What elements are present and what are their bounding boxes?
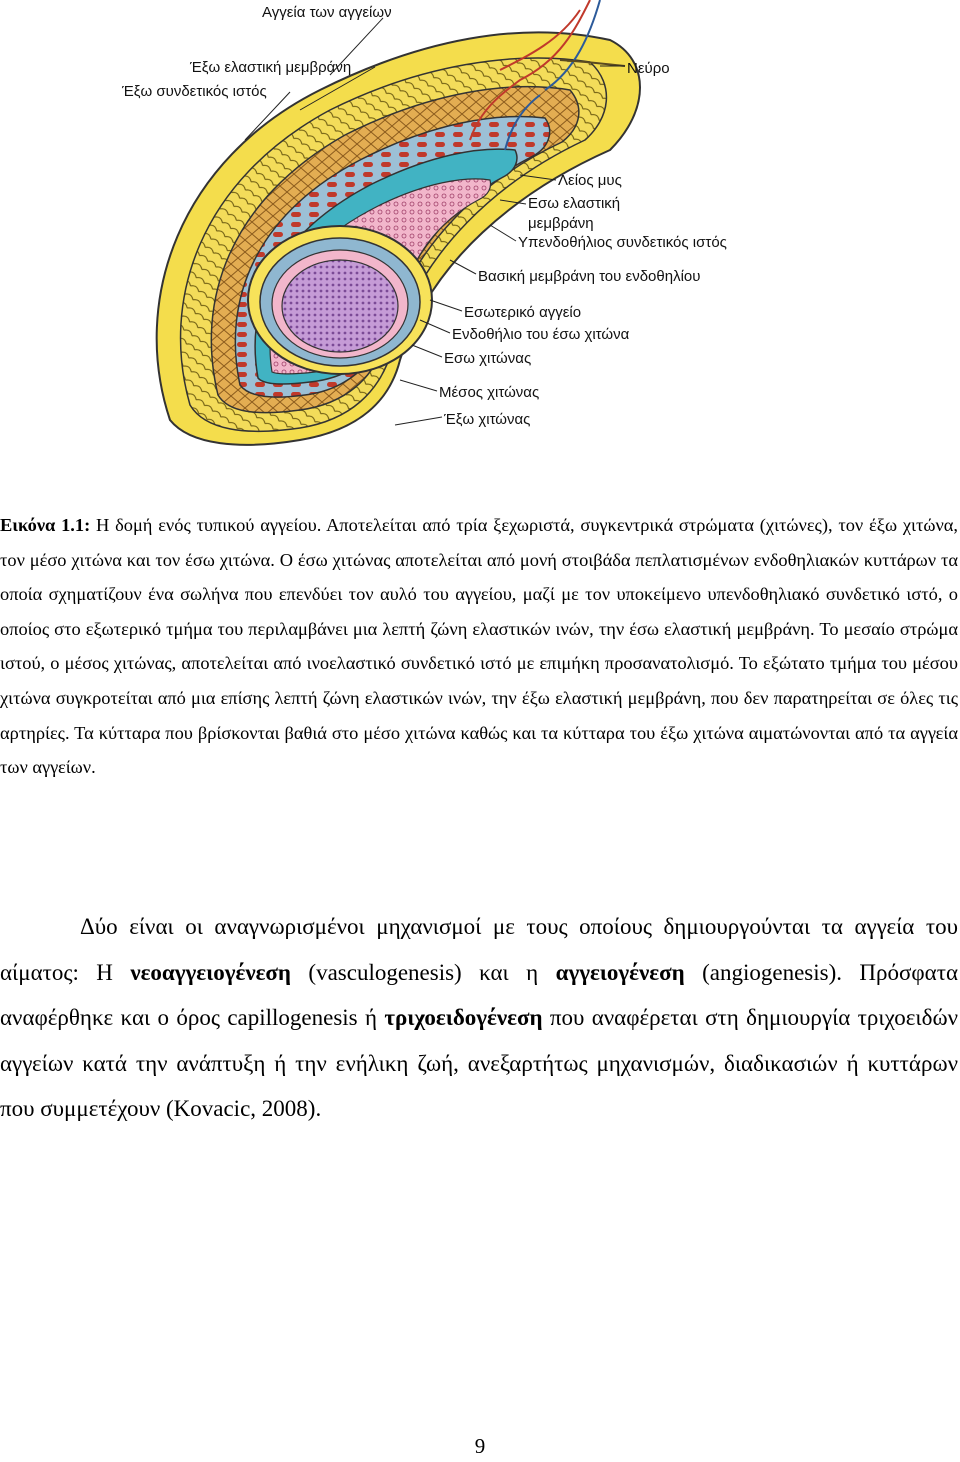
label-basement-membrane: Βασική μεμβράνη του ενδοθηλίου [478,268,701,285]
label-inner-vessel: Εσωτερικό αγγείο [464,304,582,321]
paragraph-text-2: (vasculogenesis) και η [291,959,556,985]
label-outer-connective-tissue: Έξω συνδετικός ιστός [122,83,267,100]
term-neoangiogenesis: νεοαγγειογένεση [130,959,291,985]
label-inner-elastic-membrane: Εσω ελαστική [528,195,621,212]
term-trichoidogenesis: τριχοειδογένεση [384,1005,543,1031]
label-endothelium: Ενδοθήλιο του έσω χιτώνα [452,326,630,343]
caption-label: Εικόνα 1.1: [0,515,91,535]
page-number: 9 [474,1434,486,1458]
blood-vessel-figure [0,0,960,470]
label-nerve: Νεύρο [627,60,670,77]
label-outer-elastic-membrane: Έξω ελαστική μεμβράνη [190,59,352,76]
lumen-opening [248,226,432,374]
term-angiogenesis: αγγειογένεση [555,959,685,985]
caption-text: Η δομή ενός τυπικού αγγείου. Αποτελείται από τρία ξεχωριστά, συγκεντρικά στρώματα (χιτώνες), τον έξω χιτώνα, τον μέσο χιτώνα και τον έσω χιτώνα. Ο έσω χιτώνας αποτελείται από μονή στοιβάδα πεπλατισμένων ενδοθηλιακών κυττάρων τα οποία σχηματίζουν ένα σωλήνα που επενδύει τον αυλό του αγγείου, μαζί με τον υποκείμενο υπενδοθηλιακό συνδετικό ιστό, ο οποίος στο εξωτερικό τμήμα του περιλαμβάνει μια λεπτή ζώνη ελαστικών ινών, την έσω ελαστική μεμβράνη. Το μεσαίο στρώμα ιστού, ο μέσος χιτώνας, αποτελείται από ινοελαστικό συνδετικό ιστό με επιμήκη προσανατολισμό. Το εξώτατο τμήμα του μέσου χιτώνα συγκροτείται από μια επίσης λεπτή ζώνη ελαστικών ινών, την έξω ελαστική μεμβράνη, που δεν παρατηρείται σε όλες τις αρτηρίες. Τα κύτταρα που βρίσκονται βαθιά στο μέσο χιτώνα καθώς και τα κύτταρα του έξω χιτώνα αιματώνονται από τα αγγεία των αγγείων. [0,515,958,778]
paragraph-text-1: Δύο είναι οι αναγνωρισμένοι μηχανισμοί με τους οποίους δημιουργούνται τα αγγεία του αίματος: Η [0,914,958,985]
paragraph-text-3: (angiogenesis). Πρόσφατα αναφέρθηκε και ο όρος capillogenesis ή [0,959,958,1031]
body-paragraph [0,904,958,1132]
label-tunica-externa: Έξω χιτώνας [444,411,531,428]
paragraph-text-4: που αναφέρεται στη δημιουργία τριχοειδών αγγείων κατά την ανάπτυξη ή την ενήλικη ζωή, ανεξαρτήτως μηχανισμών, διαδικασιών ή κυττάρων που συμμετέχουν (Kovacic, 2008). [0,1005,958,1122]
label-smooth-muscle: Λείος μυς [558,172,622,189]
label-tunica-media: Μέσος χιτώνας [439,384,540,401]
label-inner-elastic-membrane-line2: μεμβράνη [528,215,594,232]
label-vasa-vasorum: Αγγεία των αγγείων [262,4,392,21]
label-tunica-intima: Εσω χιτώνας [444,350,532,367]
label-subendothelial-tissue: Υπενδοθήλιος συνδετικός ιστός [518,234,727,251]
figure-caption [0,508,958,785]
